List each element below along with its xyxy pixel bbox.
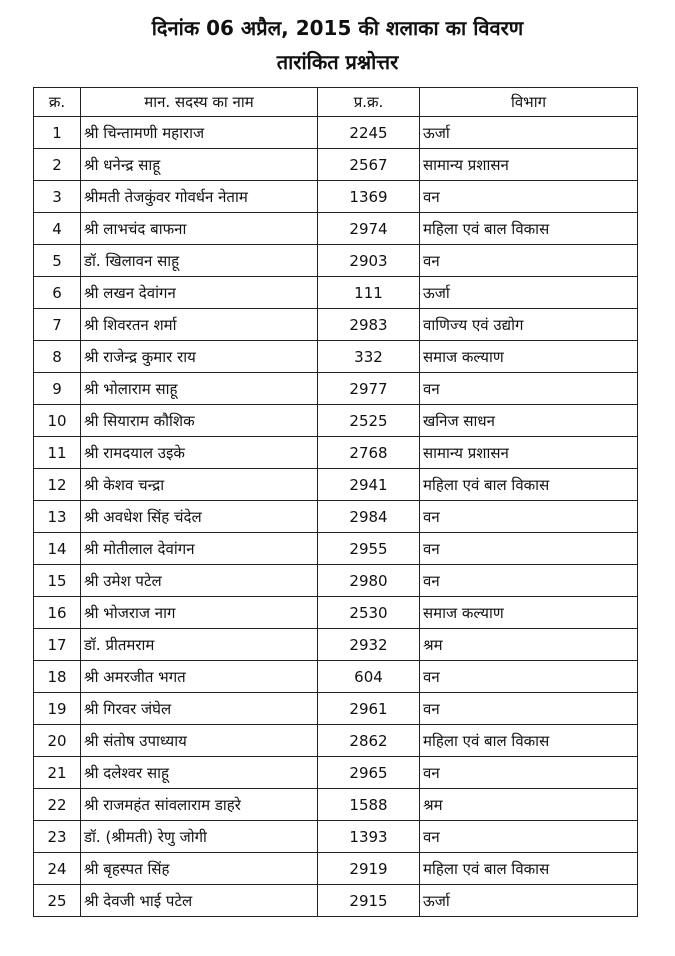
question-number-cell: 2983 xyxy=(318,309,420,341)
member-name-cell: श्री राजेन्द्र कुमार राय xyxy=(81,341,318,373)
department-cell: ऊर्जा xyxy=(420,885,638,917)
department-cell: वन xyxy=(420,245,638,277)
serial-cell: 4 xyxy=(34,213,81,245)
table-row xyxy=(34,309,638,341)
member-name-cell: डॉ. (श्रीमती) रेणु जोगी xyxy=(81,821,318,853)
table-row xyxy=(34,405,638,437)
department-cell: ऊर्जा xyxy=(420,277,638,309)
member-name-cell: श्री सियाराम कौशिक xyxy=(81,405,318,437)
question-number-cell: 2530 xyxy=(318,597,420,629)
question-number-cell: 2984 xyxy=(318,501,420,533)
department-cell: वन xyxy=(420,373,638,405)
table-row xyxy=(34,277,638,309)
member-name-cell: श्री संतोष उपाध्याय xyxy=(81,725,318,757)
serial-cell: 25 xyxy=(34,885,81,917)
serial-cell: 3 xyxy=(34,181,81,213)
department-cell: समाज कल्याण xyxy=(420,341,638,373)
member-name-cell: श्री मोतीलाल देवांगन xyxy=(81,533,318,565)
serial-cell: 20 xyxy=(34,725,81,757)
member-name-cell: डॉ. प्रीतमराम xyxy=(81,629,318,661)
serial-cell: 19 xyxy=(34,693,81,725)
member-name-cell: डॉ. खिलावन साहू xyxy=(81,245,318,277)
serial-cell: 9 xyxy=(34,373,81,405)
member-name-cell: श्री चिन्तामणी महाराज xyxy=(81,117,318,149)
serial-cell: 12 xyxy=(34,469,81,501)
member-name-cell: श्रीमती तेजकुंवर गोवर्धन नेताम xyxy=(81,181,318,213)
header-member-name: मान. सदस्य का नाम xyxy=(81,88,318,117)
department-cell: वन xyxy=(420,501,638,533)
table-row xyxy=(34,789,638,821)
member-name-cell: श्री शिवरतन शर्मा xyxy=(81,309,318,341)
table-row xyxy=(34,629,638,661)
department-cell: ऊर्जा xyxy=(420,117,638,149)
department-cell: वन xyxy=(420,821,638,853)
table-row xyxy=(34,245,638,277)
question-number-cell: 2955 xyxy=(318,533,420,565)
member-name-cell: श्री दलेश्वर साहू xyxy=(81,757,318,789)
question-number-cell: 2965 xyxy=(318,757,420,789)
table-row xyxy=(34,373,638,405)
table-row xyxy=(34,149,638,181)
serial-cell: 18 xyxy=(34,661,81,693)
table-row xyxy=(34,885,638,917)
serial-cell: 1 xyxy=(34,117,81,149)
department-cell: वन xyxy=(420,565,638,597)
question-number-cell: 1393 xyxy=(318,821,420,853)
department-cell: वन xyxy=(420,693,638,725)
table-row xyxy=(34,181,638,213)
department-cell: खनिज साधन xyxy=(420,405,638,437)
member-name-cell: श्री लखन देवांगन xyxy=(81,277,318,309)
department-cell: श्रम xyxy=(420,789,638,821)
serial-cell: 5 xyxy=(34,245,81,277)
member-name-cell: श्री गिरवर जंघेल xyxy=(81,693,318,725)
question-number-cell: 2245 xyxy=(318,117,420,149)
table-row xyxy=(34,501,638,533)
department-cell: सामान्य प्रशासन xyxy=(420,149,638,181)
question-number-cell: 2977 xyxy=(318,373,420,405)
department-cell: वन xyxy=(420,181,638,213)
table-row xyxy=(34,213,638,245)
member-name-cell: श्री बृहस्पत सिंह xyxy=(81,853,318,885)
shalaka-table xyxy=(33,87,638,917)
table-row xyxy=(34,725,638,757)
table-row xyxy=(34,341,638,373)
serial-cell: 15 xyxy=(34,565,81,597)
page-title: दिनांक 06 अप्रैल, 2015 की शलाका का विवरण xyxy=(151,16,524,40)
department-cell: वाणिज्य एवं उद्योग xyxy=(420,309,638,341)
page-subtitle: तारांकित प्रश्नोत्तर xyxy=(276,50,399,74)
question-number-cell: 2941 xyxy=(318,469,420,501)
serial-cell: 8 xyxy=(34,341,81,373)
serial-cell: 14 xyxy=(34,533,81,565)
member-name-cell: श्री धनेन्द्र साहू xyxy=(81,149,318,181)
serial-cell: 7 xyxy=(34,309,81,341)
serial-cell: 11 xyxy=(34,437,81,469)
member-name-cell: श्री राजमहंत सांवलाराम डाहरे xyxy=(81,789,318,821)
serial-cell: 24 xyxy=(34,853,81,885)
table-row xyxy=(34,533,638,565)
serial-cell: 21 xyxy=(34,757,81,789)
table-header-row xyxy=(34,88,638,117)
department-cell: श्रम xyxy=(420,629,638,661)
department-cell: वन xyxy=(420,757,638,789)
question-number-cell: 1588 xyxy=(318,789,420,821)
question-number-cell: 604 xyxy=(318,661,420,693)
table-row xyxy=(34,757,638,789)
serial-cell: 2 xyxy=(34,149,81,181)
member-name-cell: श्री उमेश पटेल xyxy=(81,565,318,597)
question-number-cell: 2919 xyxy=(318,853,420,885)
member-name-cell: श्री अवधेश सिंह चंदेल xyxy=(81,501,318,533)
member-name-cell: श्री केशव चन्द्रा xyxy=(81,469,318,501)
serial-cell: 10 xyxy=(34,405,81,437)
question-number-cell: 1369 xyxy=(318,181,420,213)
question-number-cell: 2525 xyxy=(318,405,420,437)
table-row xyxy=(34,693,638,725)
department-cell: वन xyxy=(420,533,638,565)
question-number-cell: 2915 xyxy=(318,885,420,917)
member-name-cell: श्री देवजी भाई पटेल xyxy=(81,885,318,917)
department-cell: महिला एवं बाल विकास xyxy=(420,469,638,501)
serial-cell: 23 xyxy=(34,821,81,853)
question-number-cell: 2961 xyxy=(318,693,420,725)
question-number-cell: 2862 xyxy=(318,725,420,757)
question-number-cell: 2903 xyxy=(318,245,420,277)
department-cell: सामान्य प्रशासन xyxy=(420,437,638,469)
department-cell: महिला एवं बाल विकास xyxy=(420,213,638,245)
table-row xyxy=(34,565,638,597)
table-row xyxy=(34,469,638,501)
header-serial: क्र. xyxy=(34,88,81,117)
member-name-cell: श्री अमरजीत भगत xyxy=(81,661,318,693)
table-row xyxy=(34,853,638,885)
member-name-cell: श्री भोजराज नाग xyxy=(81,597,318,629)
header-question-number: प्र.क्र. xyxy=(318,88,420,117)
serial-cell: 6 xyxy=(34,277,81,309)
serial-cell: 16 xyxy=(34,597,81,629)
question-number-cell: 2974 xyxy=(318,213,420,245)
member-name-cell: श्री भोलाराम साहू xyxy=(81,373,318,405)
department-cell: महिला एवं बाल विकास xyxy=(420,725,638,757)
department-cell: समाज कल्याण xyxy=(420,597,638,629)
department-cell: महिला एवं बाल विकास xyxy=(420,853,638,885)
header-department: विभाग xyxy=(420,88,638,117)
serial-cell: 17 xyxy=(34,629,81,661)
department-cell: वन xyxy=(420,661,638,693)
table-row xyxy=(34,597,638,629)
question-number-cell: 2980 xyxy=(318,565,420,597)
question-number-cell: 332 xyxy=(318,341,420,373)
serial-cell: 22 xyxy=(34,789,81,821)
serial-cell: 13 xyxy=(34,501,81,533)
question-number-cell: 2768 xyxy=(318,437,420,469)
member-name-cell: श्री रामदयाल उइके xyxy=(81,437,318,469)
question-number-cell: 2567 xyxy=(318,149,420,181)
table-row xyxy=(34,117,638,149)
question-number-cell: 2932 xyxy=(318,629,420,661)
table-row xyxy=(34,661,638,693)
table-row xyxy=(34,437,638,469)
member-name-cell: श्री लाभचंद बाफना xyxy=(81,213,318,245)
question-number-cell: 111 xyxy=(318,277,420,309)
table-row xyxy=(34,821,638,853)
